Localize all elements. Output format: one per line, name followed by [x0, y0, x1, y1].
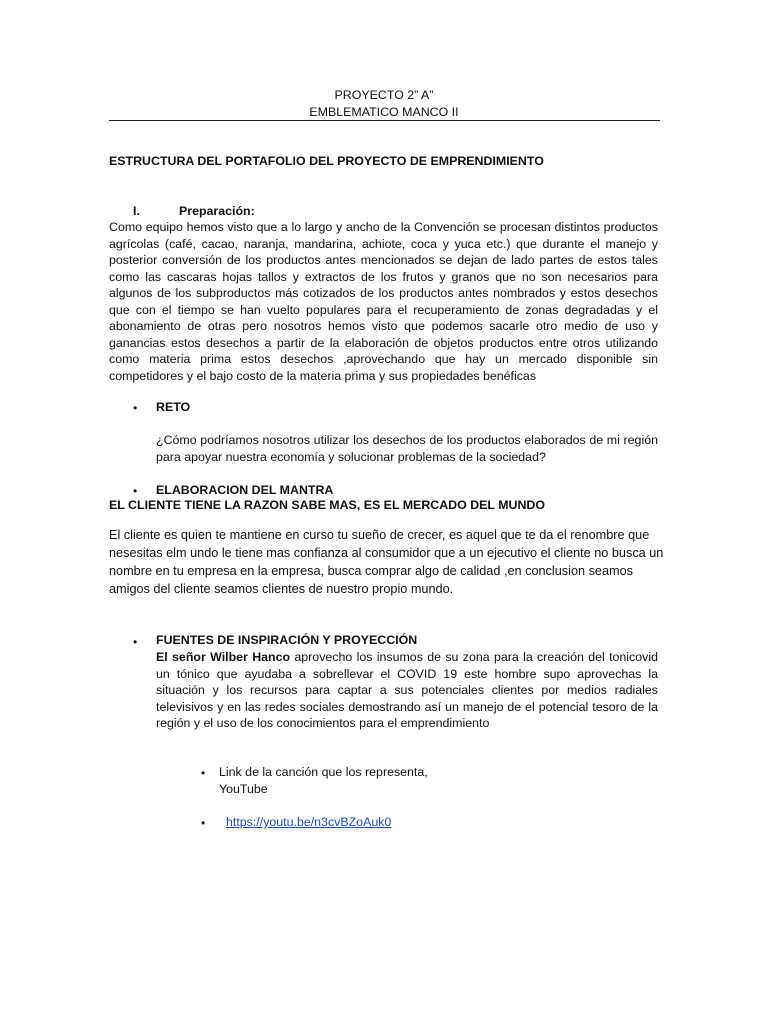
url-bullet: • [201, 816, 206, 830]
mantra-slogan: EL CLIENTE TIENE LA RAZON SABE MAS, ES EL MERCADO DEL MUNDO [109, 498, 545, 512]
header-line-2: EMBLEMATICO MANCO II [309, 105, 459, 119]
reto-body: ¿Cómo podríamos nosotros utilizar los desechos de los productos elaborados de mi región para apoyar nuestra economía y solucionar problemas de la sociedad? [156, 433, 658, 464]
section-title: ESTRUCTURA DEL PORTAFOLIO DEL PROYECTO DE EMPRENDIMIENTO [109, 154, 544, 168]
preparacion-heading: Preparación: [179, 204, 255, 218]
fuentes-bullet: • [133, 635, 138, 649]
fuentes-text: aprovecho los insumos de su zona para la creación del tonicovid un tónico que ayudaba a sobrellevar el COVID 19 este hombre supo aprovechas la situación y los recursos para captar a sus potenciales clientes por medios radiales televisivos y en las redes sociales demostrando así un manejo de el potencial tesoro de la región y el uso de los conocimientos para el emprendimiento [156, 650, 658, 730]
mantra-heading: ELABORACION DEL MANTRA [156, 483, 334, 497]
fuentes-name: El señor Wilber Hanco [156, 650, 291, 664]
link-item-label: Link de la canción que los representa, [219, 765, 428, 779]
header-line-1: PROYECTO 2” A” [334, 88, 434, 102]
mantra-body: El cliente es quien te mantiene en curso tu sueño de crecer, es aquel que te da el renombre que nesesitas elm undo le tiene mas confianza al consumidor que a un ejecutivo el cliente no busca un nombre en tu empresa en la empresa, busca comprar algo de calidad ,en conclusion seamos amigos del cliente seamos clientes de nuestro propio mundo. [109, 528, 664, 596]
mantra-bullet: • [133, 484, 138, 498]
link-item-bullet: • [201, 766, 206, 780]
fuentes-heading: FUENTES DE INSPIRACIÓN Y PROYECCIÓN [156, 633, 418, 647]
link-item-label-2: YouTube [219, 782, 268, 796]
fuentes-body [156, 649, 658, 732]
preparacion-numeral: I. [133, 204, 140, 218]
youtube-link[interactable]: https://youtu.be/n3cvBZoAuk0 [226, 815, 392, 829]
preparacion-body: Como equipo hemos visto que a lo largo y ancho de la Convención se procesan distintos productos agrícolas (café, cacao, naranja, mandarina, achiote, coca y yuca etc.) que durante el manejo y posterior conversión de los productos antes mencionados se dejan de lado partes de estos tales como las cascaras hojas tallos y extractos de los frutos y granos que no son necesarios para algunos de los subproductos más cotizados de los productos antes nombrados y estos desechos que con el tiempo se han vuelto populares para el recuperamiento de zonas degradadas y el abonamiento de otras pero nosotros hemos visto que podemos sacarle otro medio de uso y ganancias estos desechos a partir de la elaboración de objetos productos entre otros utilizando como materia prima estos desechos ,aprovechando que hay un mercado disponible sin competidores y el bajo costo de la materia prima y sus propiedades benéficas [109, 220, 658, 383]
reto-bullet: • [133, 401, 138, 415]
header-rule [109, 120, 660, 121]
reto-heading: RETO [156, 400, 191, 414]
